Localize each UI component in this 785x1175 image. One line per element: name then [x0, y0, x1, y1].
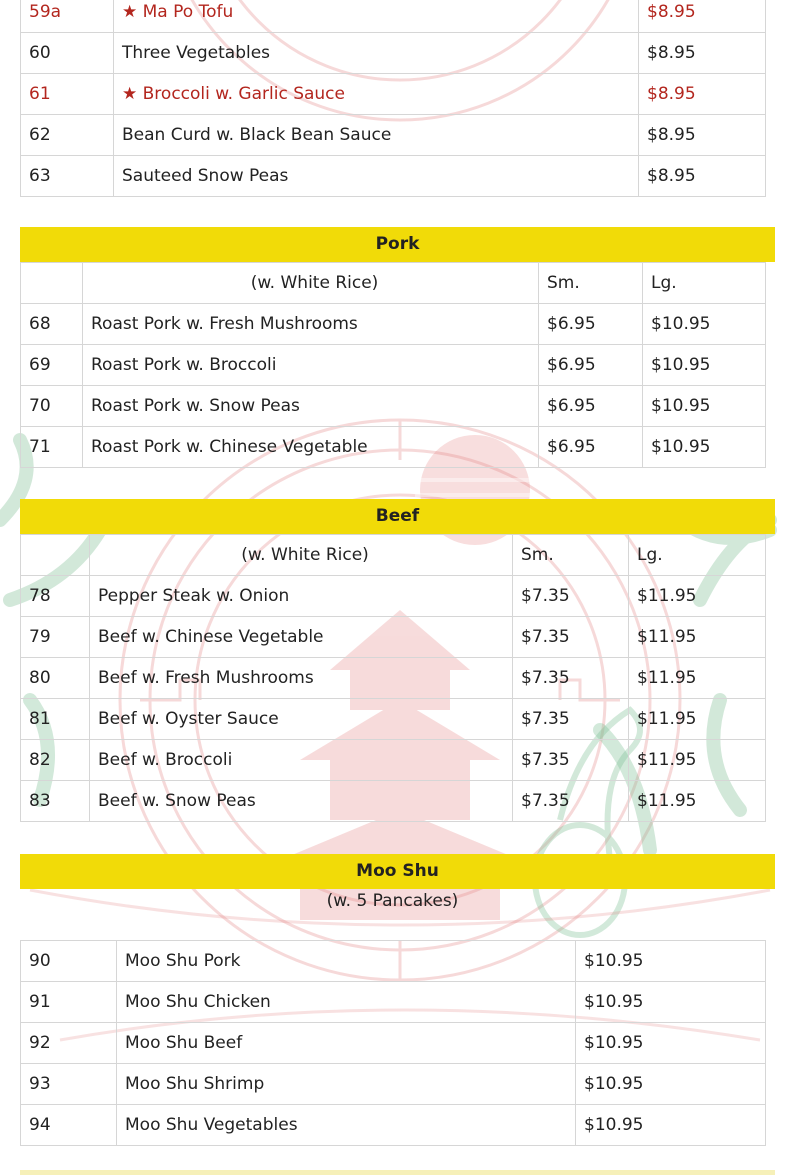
table-row: [21, 740, 766, 781]
item-number: 59a: [21, 0, 114, 33]
table-row: [21, 658, 766, 699]
table-row: [21, 1023, 766, 1064]
header-small: Sm.: [539, 263, 643, 304]
next-section-bar: [20, 1170, 775, 1175]
header-num: [21, 535, 90, 576]
item-name: Three Vegetables: [114, 33, 639, 74]
table-row: [21, 781, 766, 822]
item-price-large: $10.95: [643, 345, 766, 386]
item-name: Roast Pork w. Fresh Mushrooms: [83, 304, 539, 345]
table-row: [21, 427, 766, 468]
item-price: $10.95: [576, 941, 766, 982]
table-row: [21, 982, 766, 1023]
item-price-small: $7.35: [513, 658, 629, 699]
item-number: 81: [21, 699, 90, 740]
item-name: Beef w. Chinese Vegetable: [90, 617, 513, 658]
moo-shu-table: [20, 940, 766, 1146]
item-name: Beef w. Fresh Mushrooms: [90, 658, 513, 699]
item-price-small: $7.35: [513, 781, 629, 822]
item-name: Beef w. Oyster Sauce: [90, 699, 513, 740]
item-number: 70: [21, 386, 83, 427]
item-price: $8.95: [639, 33, 766, 74]
table-row: [21, 0, 766, 33]
item-price-large: $10.95: [643, 386, 766, 427]
table-row: [21, 33, 766, 74]
table-row: [21, 345, 766, 386]
item-price-large: $11.95: [629, 781, 766, 822]
table-row: [21, 74, 766, 115]
table-row: [21, 156, 766, 197]
item-name: Roast Pork w. Broccoli: [83, 345, 539, 386]
item-name: Moo Shu Beef: [117, 1023, 576, 1064]
item-price-large: $11.95: [629, 576, 766, 617]
item-number: 78: [21, 576, 90, 617]
item-price-small: $6.95: [539, 304, 643, 345]
beef-section-title: Beef: [20, 499, 775, 534]
beef-header-row: [21, 535, 766, 576]
item-price: $10.95: [576, 982, 766, 1023]
item-name: Beef w. Snow Peas: [90, 781, 513, 822]
item-price-small: $7.35: [513, 740, 629, 781]
item-number: 82: [21, 740, 90, 781]
item-price-large: $10.95: [643, 304, 766, 345]
item-number: 83: [21, 781, 90, 822]
item-price-large: $11.95: [629, 658, 766, 699]
item-price-large: $11.95: [629, 699, 766, 740]
item-price: $10.95: [576, 1023, 766, 1064]
item-number: 91: [21, 982, 117, 1023]
item-number: 90: [21, 941, 117, 982]
item-number: 92: [21, 1023, 117, 1064]
item-name: Pepper Steak w. Onion: [90, 576, 513, 617]
item-number: 93: [21, 1064, 117, 1105]
item-price-small: $6.95: [539, 345, 643, 386]
item-price-large: $11.95: [629, 740, 766, 781]
item-price: $10.95: [576, 1105, 766, 1146]
item-number: 61: [21, 74, 114, 115]
item-name: Moo Shu Vegetables: [117, 1105, 576, 1146]
item-number: 62: [21, 115, 114, 156]
item-name: Bean Curd w. Black Bean Sauce: [114, 115, 639, 156]
beef-table: [20, 534, 766, 822]
item-price: $8.95: [639, 156, 766, 197]
item-name: Sauteed Snow Peas: [114, 156, 639, 197]
item-name: Roast Pork w. Snow Peas: [83, 386, 539, 427]
item-name: Beef w. Broccoli: [90, 740, 513, 781]
pork-section-title: Pork: [20, 227, 775, 262]
item-number: 60: [21, 33, 114, 74]
item-price-small: $7.35: [513, 699, 629, 740]
item-price: $8.95: [639, 74, 766, 115]
item-name: Moo Shu Chicken: [117, 982, 576, 1023]
item-number: 79: [21, 617, 90, 658]
item-price-small: $6.95: [539, 427, 643, 468]
item-price-large: $10.95: [643, 427, 766, 468]
item-number: 69: [21, 345, 83, 386]
vegetable-table: [20, 0, 766, 197]
item-name: Moo Shu Shrimp: [117, 1064, 576, 1105]
item-number: 71: [21, 427, 83, 468]
header-rice-note: (w. White Rice): [90, 535, 513, 576]
item-name: Roast Pork w. Chinese Vegetable: [83, 427, 539, 468]
table-row: [21, 386, 766, 427]
table-row: [21, 115, 766, 156]
item-name: ★ Ma Po Tofu: [114, 0, 639, 33]
pork-header-row: [21, 263, 766, 304]
item-price-small: $7.35: [513, 576, 629, 617]
header-large: Lg.: [643, 263, 766, 304]
item-number: 63: [21, 156, 114, 197]
moo-shu-section-title: Moo Shu: [20, 854, 775, 889]
table-row: [21, 1105, 766, 1146]
item-price-large: $11.95: [629, 617, 766, 658]
item-name: Moo Shu Pork: [117, 941, 576, 982]
item-name: ★ Broccoli w. Garlic Sauce: [114, 74, 639, 115]
table-row: [21, 304, 766, 345]
item-price: $10.95: [576, 1064, 766, 1105]
item-price: $8.95: [639, 115, 766, 156]
header-large: Lg.: [629, 535, 766, 576]
moo-shu-subtitle: (w. 5 Pancakes): [326, 891, 459, 911]
header-rice-note: (w. White Rice): [83, 263, 539, 304]
header-num: [21, 263, 83, 304]
item-price-small: $7.35: [513, 617, 629, 658]
item-number: 94: [21, 1105, 117, 1146]
table-row: [21, 617, 766, 658]
item-number: 80: [21, 658, 90, 699]
table-row: [21, 941, 766, 982]
item-number: 68: [21, 304, 83, 345]
pork-table: [20, 262, 766, 468]
table-row: [21, 1064, 766, 1105]
table-row: [21, 699, 766, 740]
table-row: [21, 576, 766, 617]
item-price: $8.95: [639, 0, 766, 33]
item-price-small: $6.95: [539, 386, 643, 427]
header-small: Sm.: [513, 535, 629, 576]
